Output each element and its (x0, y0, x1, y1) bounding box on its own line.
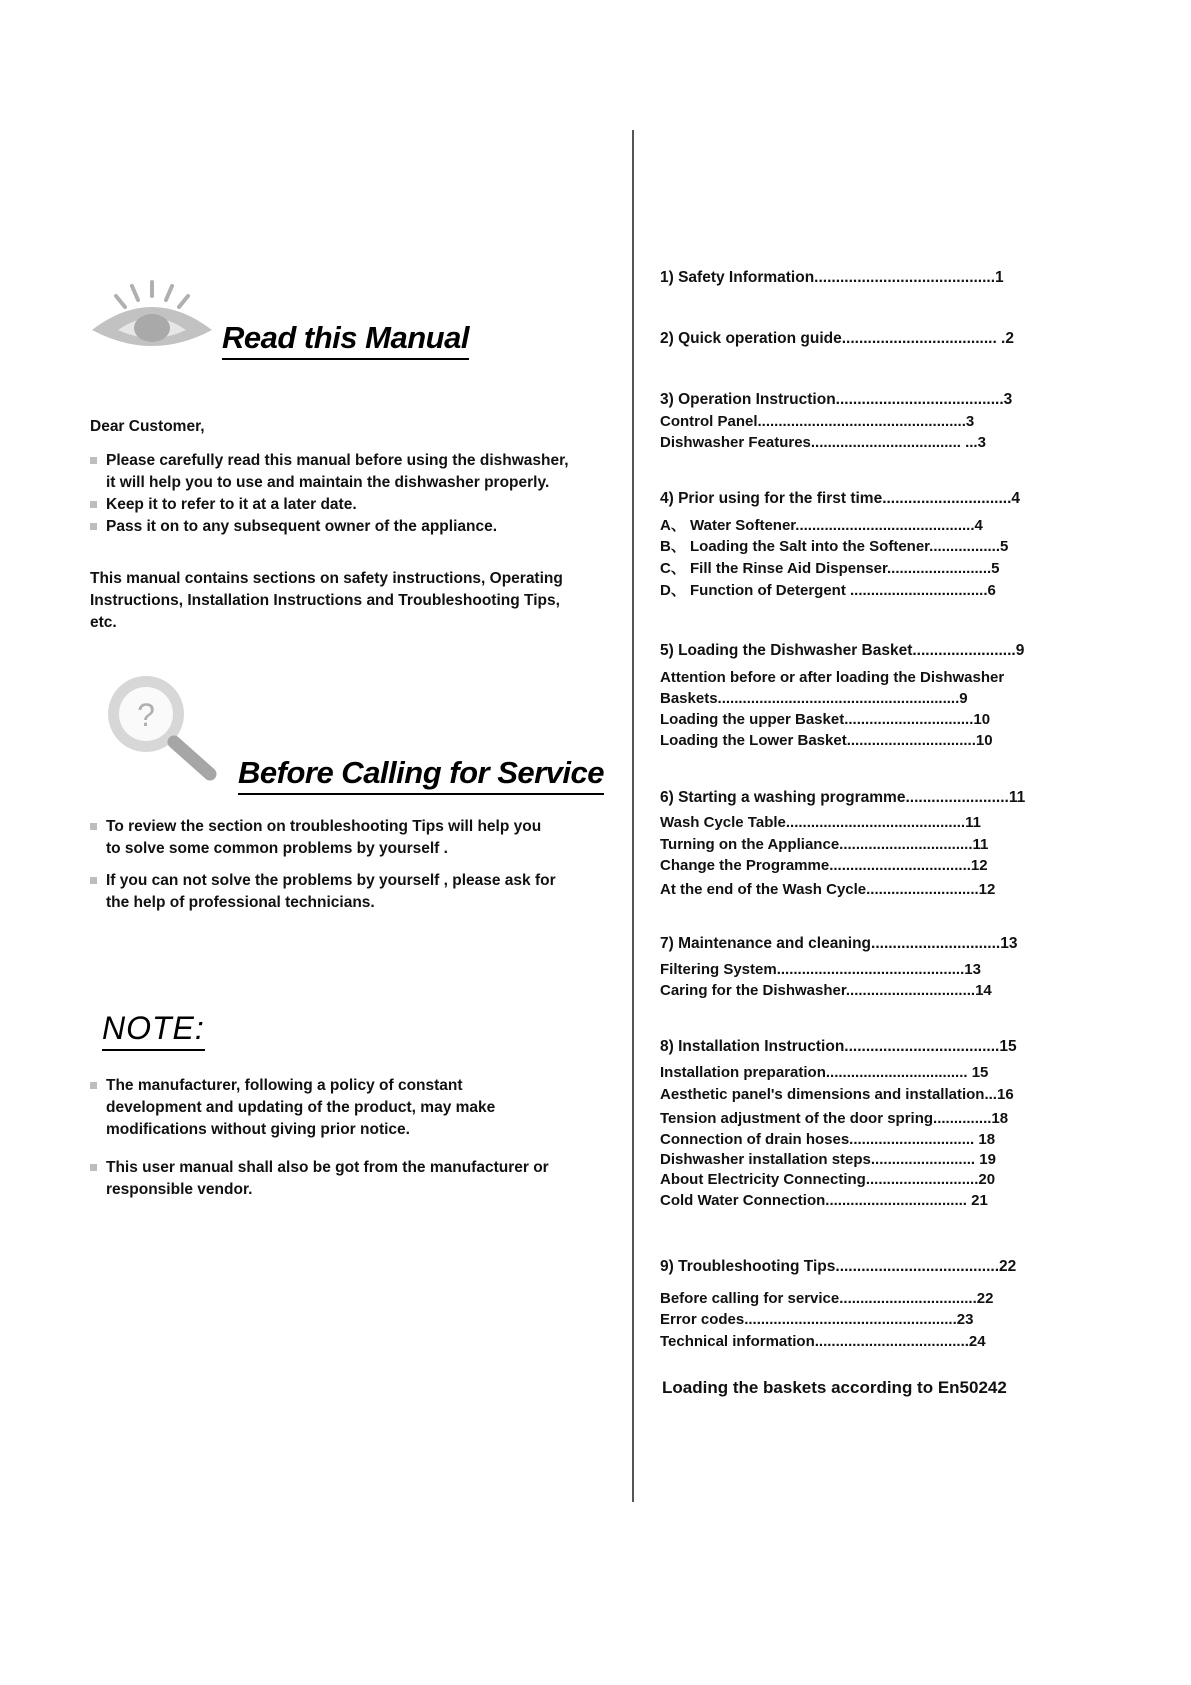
list-item: If you can not solve the problems by yourself , please ask for the help of professional technicians. (90, 870, 560, 914)
toc-item: Technical information.....................................24 (660, 1333, 986, 1350)
note-heading: NOTE: (102, 1010, 205, 1051)
toc-item: A、 Water Softener...........................................4 (660, 517, 983, 534)
toc-section-title: 7) Maintenance and cleaning..............................13 (660, 935, 1018, 952)
toc-item: Dishwasher installation steps......................... 19 (660, 1151, 996, 1168)
toc-item: Filtering System.............................................13 (660, 961, 981, 978)
toc-item: About Electricity Connecting...........................20 (660, 1171, 996, 1188)
toc-item: Turning on the Appliance................................11 (660, 836, 989, 853)
magnifier-question-icon (100, 670, 220, 782)
toc-item: B、 Loading the Salt into the Softener.................5 (660, 538, 1009, 555)
toc-item: Aesthetic panel's dimensions and installation...16 (660, 1086, 1014, 1103)
toc-section-title: 3) Operation Instruction.......................................3 (660, 391, 1013, 408)
note-bullets (90, 1075, 560, 1201)
manual-summary: This manual contains sections on safety instructions, Operating Instructions, Installation Instructions and Troubleshooting Tips, etc. (90, 570, 563, 631)
read-manual-bullets (90, 450, 580, 538)
column-divider (632, 130, 634, 1502)
list-item: To review the section on troubleshooting Tips will help you to solve some common problems by yourself . (90, 816, 560, 860)
list-item: The manufacturer, following a policy of constant development and updating of the product, may make modifications without giving prior notice. (90, 1075, 560, 1141)
toc-item: Installation preparation.................................. 15 (660, 1064, 989, 1081)
service-heading: Before Calling for Service (238, 755, 604, 795)
toc-item: Loading the Lower Basket...............................10 (660, 732, 993, 749)
toc-item: Baskets..........................................................9 (660, 690, 968, 707)
toc-item: Loading the upper Basket...............................10 (660, 711, 991, 728)
toc-item: C、 Fill the Rinse Aid Dispenser.........................5 (660, 560, 1000, 577)
toc-item: D、 Function of Detergent .................................6 (660, 582, 996, 599)
toc-section-title: 8) Installation Instruction....................................15 (660, 1038, 1017, 1055)
toc-item: Error codes...................................................23 (660, 1311, 974, 1328)
toc-section-title: 6) Starting a washing programme........................11 (660, 789, 1026, 806)
salutation: Dear Customer, (90, 418, 205, 435)
toc-section-title: 4) Prior using for the first time..............................4 (660, 490, 1021, 507)
list-item: Please carefully read this manual before using the dishwasher, it will help you to use and maintain the dishwasher properly. (90, 450, 580, 494)
list-item: Pass it on to any subsequent owner of the appliance. (90, 516, 580, 538)
svg-text:?: ? (137, 697, 155, 733)
toc-final-entry: Loading the baskets according to En50242 (662, 1378, 1007, 1397)
toc-item: Caring for the Dishwasher...............................14 (660, 982, 992, 999)
toc-item: Control Panel..................................................3 (660, 413, 975, 430)
eye-icon (88, 276, 216, 356)
toc-item: Connection of drain hoses.............................. 18 (660, 1131, 996, 1148)
list-item: Keep it to refer to it at a later date. (90, 494, 580, 516)
toc-item: Wash Cycle Table...........................................11 (660, 814, 981, 831)
toc-section-title: 2) Quick operation guide.................................... .2 (660, 330, 1014, 347)
toc-item: Tension adjustment of the door spring..............18 (660, 1110, 1009, 1127)
toc-section-title: 1) Safety Information..........................................1 (660, 269, 1004, 286)
toc-item: Before calling for service.................................22 (660, 1290, 994, 1307)
toc-item: Dishwasher Features.................................... ...3 (660, 434, 986, 451)
toc-item: Cold Water Connection.................................. 21 (660, 1192, 988, 1209)
toc-item: At the end of the Wash Cycle...........................12 (660, 881, 996, 898)
toc-item: Attention before or after loading the Dishwasher (660, 669, 1005, 686)
read-manual-heading: Read this Manual (222, 320, 469, 360)
list-item: This user manual shall also be got from the manufacturer or responsible vendor. (90, 1157, 560, 1201)
toc-item: Change the Programme..................................12 (660, 857, 988, 874)
service-bullets (90, 816, 560, 914)
toc-section-title: 9) Troubleshooting Tips......................................22 (660, 1258, 1017, 1275)
toc-section-title: 5) Loading the Dishwasher Basket........................9 (660, 642, 1025, 659)
